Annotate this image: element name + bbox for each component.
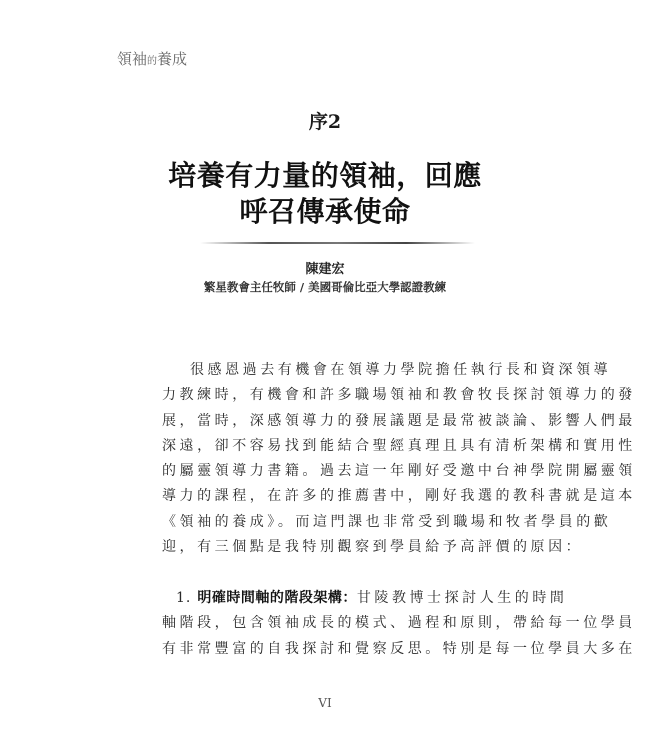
- list-item-heading: 明確時間軸的階段架構：: [197, 590, 357, 606]
- list-item-text: 甘陵教博士探討人生的時間: [356, 590, 568, 606]
- section-label: 序2: [308, 111, 342, 133]
- book-title-particle: 的: [147, 56, 158, 67]
- author-affiliation: 繁星教會主任牧師 / 美國哥倫比亞大學認證教練: [203, 280, 447, 294]
- page-number: VI: [318, 696, 332, 710]
- title-divider: [200, 242, 475, 244]
- body-line: 《領袖的養成》。而這門課也非常受到職場和牧者學員的歡: [162, 513, 612, 530]
- list-item-number: 1.: [176, 590, 192, 606]
- chapter-title: [0, 158, 650, 230]
- list-item-1-first-line: [162, 586, 568, 611]
- body-line: 迎，有三個點是我特別觀察到學員給予高評價的原因：: [162, 539, 584, 556]
- author-name: 陳建宏: [305, 262, 345, 277]
- running-header-book-title: [117, 48, 187, 69]
- book-title-part1: 領袖: [117, 50, 148, 68]
- body-line: 深遠，卻不容易找到能結合聖經真理且具有清析架構和實用性: [162, 437, 636, 454]
- list-item-continuation: 軸階段，包含領袖成長的模式、過程和原則，帶給每一位學員: [162, 615, 636, 632]
- body-line: 很感恩過去有機會在領導力學院擔任執行長和資深領導: [190, 362, 612, 378]
- chapter-title-line-2: 呼召傳承使命: [239, 195, 411, 228]
- book-title-part2: 養成: [157, 50, 188, 68]
- numbered-list: [162, 586, 636, 662]
- body-line: 力教練時，有機會和許多職場領袖和教會牧長探討領導力的發: [162, 387, 636, 404]
- body-line: 展，當時，深感領導力的發展議題是最常被談論、影響人們最: [162, 412, 636, 429]
- body-paragraph: [162, 358, 636, 560]
- body-line: 導力的課程，在許多的推薦書中，剛好我選的教科書就是這本: [162, 488, 636, 505]
- body-line: 的屬靈領導力書籍。過去這一年剛好受邀中台神學院開屬靈領: [162, 463, 636, 480]
- chapter-title-line-1: 培養有力量的領袖，回應: [168, 159, 482, 192]
- list-item-continuation: 有非常豐富的自我探討和覺察反思。特別是每一位學員大多在: [162, 640, 636, 657]
